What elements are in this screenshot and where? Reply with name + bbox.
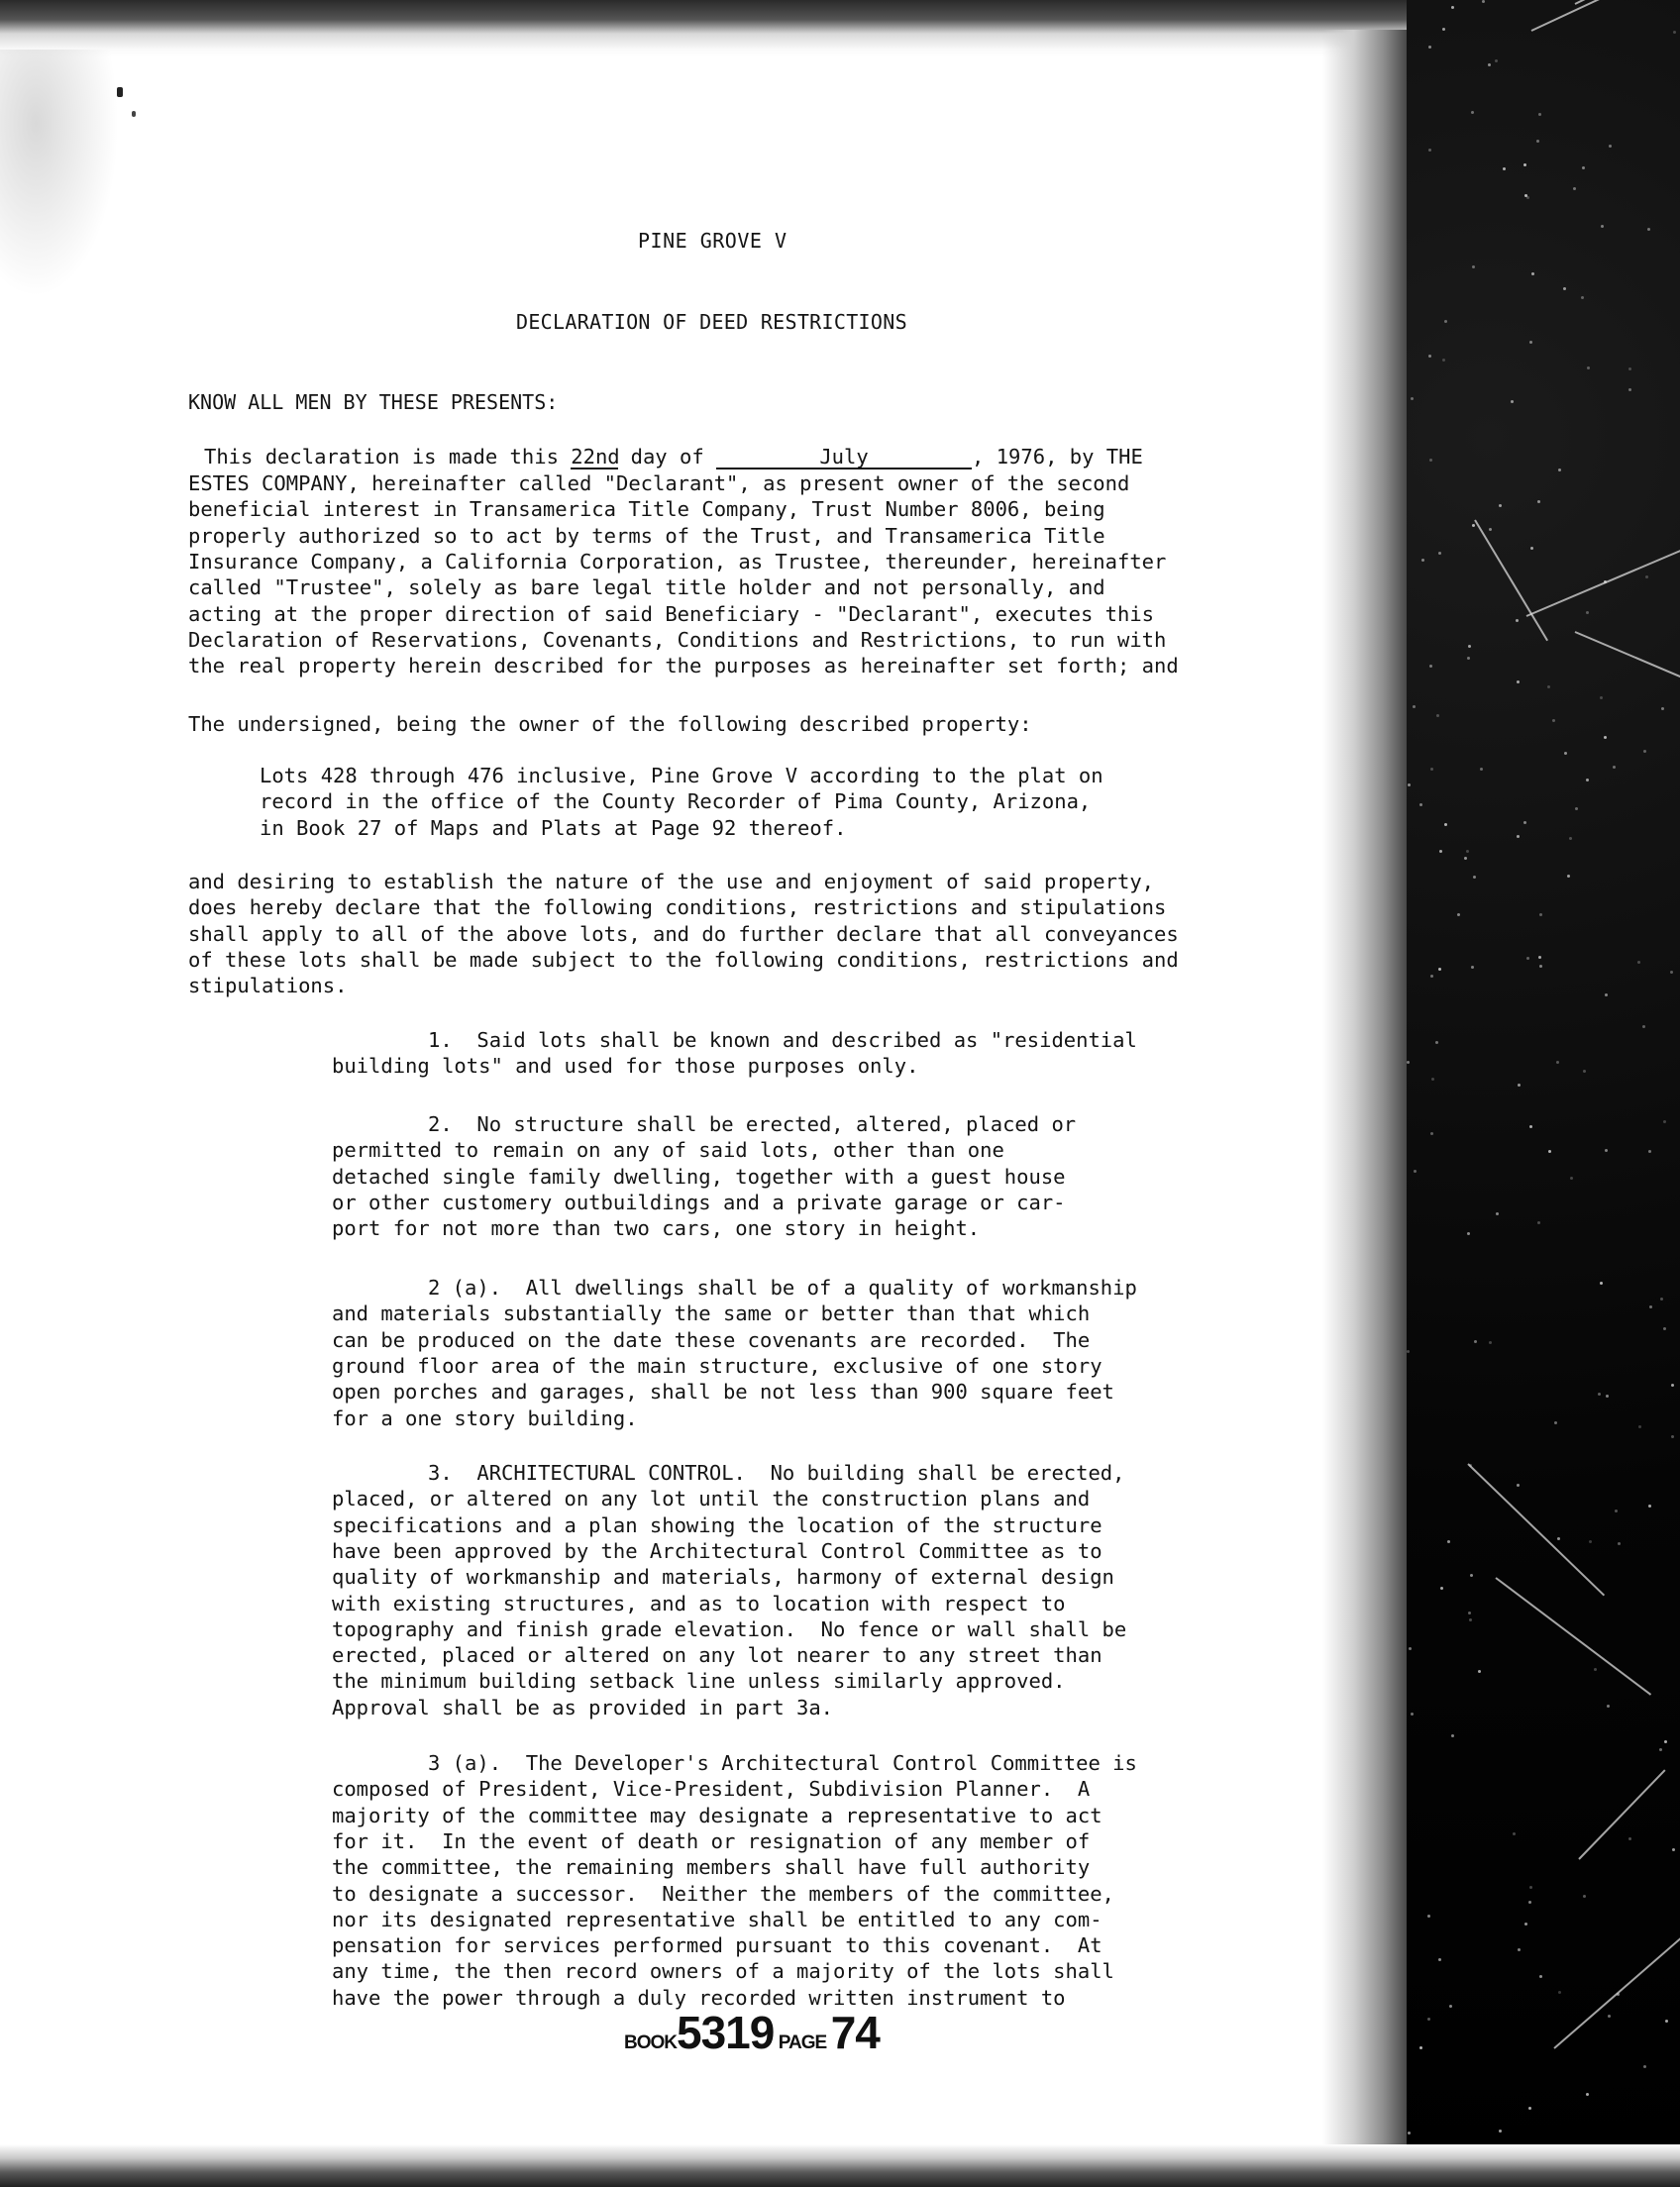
page-number: 74 <box>830 2007 880 2058</box>
section-first-line: 3 (a). The Developer's Architectural Control Committee is <box>428 1751 1137 1775</box>
intro-first-line <box>204 444 1143 469</box>
section-line: can be produced on the date these covenants are recorded. The <box>332 1327 1091 1352</box>
section-line: open porches and garages, shall be not less than 900 square feet <box>332 1380 1114 1405</box>
intro-year-suffix: , 1976, by THE <box>972 445 1143 469</box>
section-line: topography and finish grade elevation. No fence or wall shall be <box>332 1616 1127 1641</box>
intro-prefix: This declaration is made this <box>204 445 572 469</box>
document-title: PINE GROVE V <box>638 229 788 253</box>
document-subtitle: DECLARATION OF DEED RESTRICTIONS <box>516 310 907 334</box>
section-line: for it. In the event of death or resignation of any member of <box>332 1828 1091 1853</box>
section-line: have the power through a duly recorded written instrument to <box>332 1985 1066 2010</box>
section-line: permitted to remain on any of said lots, other than one <box>332 1138 1004 1163</box>
section-line: and materials substantially the same or better than that which <box>332 1302 1091 1326</box>
desire-paragraph-line: does hereby declare that the following conditions, restrictions and stipulations <box>188 895 1167 920</box>
section-line: or other customery outbuildings and a private garage or car- <box>332 1190 1066 1214</box>
section-line: specifications and a plan showing the location of the structure <box>332 1512 1102 1537</box>
section-line: pensation for services performed pursuant to this covenant. At <box>332 1933 1102 1958</box>
intro-line: ESTES COMPANY, hereinafter called "Declarant", as present owner of the second <box>188 471 1130 495</box>
section-line: composed of President, Vice-President, Subdivision Planner. A <box>332 1777 1091 1802</box>
page-label: PAGE <box>778 2032 827 2053</box>
recording-stamp <box>624 2006 880 2059</box>
intro-line: called "Trustee", solely as bare legal title holder and not personally, and <box>188 575 1105 600</box>
section-line: the committee, the remaining members shall have full authority <box>332 1855 1091 1880</box>
section-line: erected, placed or altered on any lot nearer to any street than <box>332 1643 1102 1668</box>
intro-line: Declaration of Reservations, Covenants, Conditions and Restrictions, to run with <box>188 627 1167 652</box>
desire-paragraph-line: of these lots shall be made subject to the following conditions, restrictions and <box>188 947 1179 972</box>
property-description-line: record in the office of the County Recorder of Pima County, Arizona, <box>260 789 1092 814</box>
book-number: 5319 <box>677 2007 775 2058</box>
section-line: any time, the then record owners of a majority of the lots shall <box>332 1959 1114 1984</box>
section-line: nor its designated representative shall be entitled to any com- <box>332 1907 1102 1931</box>
section-line: for a one story building. <box>332 1406 638 1430</box>
intro-line: acting at the proper direction of said Beneficiary - "Declarant", executes this <box>188 601 1155 626</box>
section-line: detached single family dwelling, together with a guest house <box>332 1164 1066 1189</box>
book-label: BOOK <box>624 2032 677 2053</box>
section-line: have been approved by the Architectural Control Committee as to <box>332 1538 1102 1563</box>
section-line: the minimum building setback line unless similarly approved. <box>332 1669 1066 1694</box>
intro-day-field: 22nd <box>571 445 620 469</box>
intro-line: the real property herein described for the purposes as hereinafter set forth; and <box>188 654 1179 678</box>
section-line: placed, or altered on any lot until the construction plans and <box>332 1487 1091 1511</box>
section-line: building lots" and used for those purposes only. <box>332 1054 919 1079</box>
property-description-line: in Book 27 of Maps and Plats at Page 92 thereof. <box>260 815 847 840</box>
owner-statement: The undersigned, being the owner of the following described property: <box>188 712 1032 736</box>
desire-paragraph-line: and desiring to establish the nature of the use and enjoyment of said property, <box>188 870 1155 893</box>
section-line: to designate a successor. Neither the members of the committee, <box>332 1881 1114 1906</box>
intro-month-field: July <box>716 446 972 469</box>
desire-paragraph-line: shall apply to all of the above lots, and do further declare that all conveyances <box>188 921 1179 946</box>
intro-line: beneficial interest in Transamerica Title Company, Trust Number 8006, being <box>188 497 1105 522</box>
opening-heading: KNOW ALL MEN BY THESE PRESENTS: <box>188 390 559 414</box>
section-first-line: 2 (a). All dwellings shall be of a quality of workmanship <box>428 1276 1137 1300</box>
section-first-line: 3. ARCHITECTURAL CONTROL. No building shall be erected, <box>428 1461 1125 1485</box>
intro-line: properly authorized so to act by terms of the Trust, and Transamerica Title <box>188 523 1105 548</box>
section-first-line: 2. No structure shall be erected, altered, placed or <box>428 1112 1077 1136</box>
desire-paragraph-line: stipulations. <box>188 974 348 998</box>
section-line: Approval shall be as provided in part 3a. <box>332 1695 834 1719</box>
intro-day-suffix: day of <box>618 445 717 469</box>
property-description-line: Lots 428 through 476 inclusive, Pine Grove V according to the plat on <box>260 764 1103 787</box>
section-line: port for not more than two cars, one story in height. <box>332 1216 981 1241</box>
section-line: majority of the committee may designate a representative to act <box>332 1803 1102 1827</box>
section-line: with existing structures, and as to location with respect to <box>332 1591 1066 1615</box>
section-first-line: 1. Said lots shall be known and described as "residential <box>428 1028 1137 1052</box>
intro-line: Insurance Company, a California Corporation, as Trustee, thereunder, hereinafter <box>188 549 1167 573</box>
section-line: ground floor area of the main structure, exclusive of one story <box>332 1353 1102 1378</box>
section-line: quality of workmanship and materials, harmony of external design <box>332 1565 1114 1590</box>
